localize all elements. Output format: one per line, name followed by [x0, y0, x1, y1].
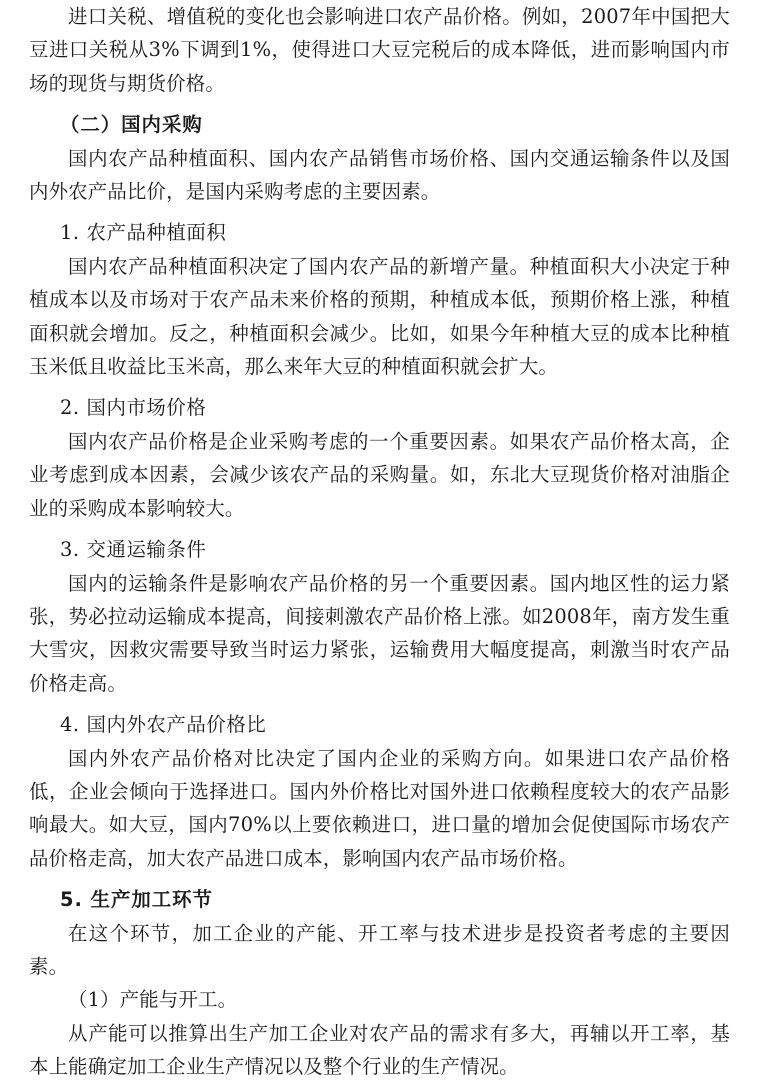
paragraph-price-ratio: 国内外农产品价格对比决定了国内企业的采购方向。如果进口农产品价格低，企业会倾向于选择进口。国内外价格比对国外进口依赖程度较大的农产品影响最大。如大豆，国内70%以上要依赖进口，进口量的增加会促使国际市场农产品价格走高，加大农产品进口成本，影响国内农产品市场价格。 [29, 746, 730, 870]
paragraph-processing: 在这个环节，加工企业的产能、开工率与技术进步是投资者考虑的主要因素。 [29, 921, 730, 978]
subheading-capacity-operation: （1）产能与开工。 [68, 988, 238, 1012]
paragraph-transport-conditions: 国内的运输条件是影响农产品价格的另一个重要因素。国内地区性的运力紧张，势必拉动运输成本提高，间接刺激农产品价格上涨。如2008年，南方发生重大雪灾，因救灾需要导致当时运力紧张，运输费用大幅度提高，刺激当时农产品价格走高。 [29, 571, 730, 695]
paragraph-domestic-purchase: 国内农产品种植面积、国内农产品销售市场价格、国内交通运输条件以及国内外农产品比价，是国内采购考虑的主要因素。 [29, 146, 730, 204]
subheading-transport-conditions: 3. 交通运输条件 [60, 538, 207, 562]
paragraph-capacity-operation: 从产能可以推算出生产加工企业对农产品的需求有多大，再辅以开工率，基本上能确定加工企业生产情况以及整个行业的生产情况。 [29, 1021, 730, 1079]
paragraph-planting-area: 国内农产品种植面积决定了国内农产品的新增产量。种植面积大小决定于种植成本以及市场对于农产品未来价格的预期，种植成本低，预期价格上涨，种植面积就会增加。反之，种植面积会减少。比如，如果今年种植大豆的成本比种植玉米低且收益比玉米高，那么来年大豆的种植面积就会扩大。 [29, 254, 730, 379]
subheading-planting-area: 1. 农产品种植面积 [60, 221, 227, 245]
paragraph-import-tariff: 进口关税、增值税的变化也会影响进口农产品价格。例如，2007年中国把大豆进口关税从3%下调到1%，使得进口大豆完税后的成本降低，进而影响国内市场的现货与期货价格。 [29, 5, 730, 95]
subheading-domestic-market-price: 2. 国内市场价格 [60, 396, 207, 420]
section-heading-domestic-purchase: （二）国内采购 [60, 113, 203, 137]
subheading-price-ratio: 4. 国内外农产品价格比 [60, 713, 267, 737]
subheading-processing: 5. 生产加工环节 [60, 888, 213, 912]
paragraph-domestic-market-price: 国内农产品价格是企业采购考虑的一个重要因素。如果农产品价格太高，企业考虑到成本因素，会减少该农产品的采购量。如，东北大豆现货价格对油脂企业的采购成本影响较大。 [29, 429, 730, 520]
